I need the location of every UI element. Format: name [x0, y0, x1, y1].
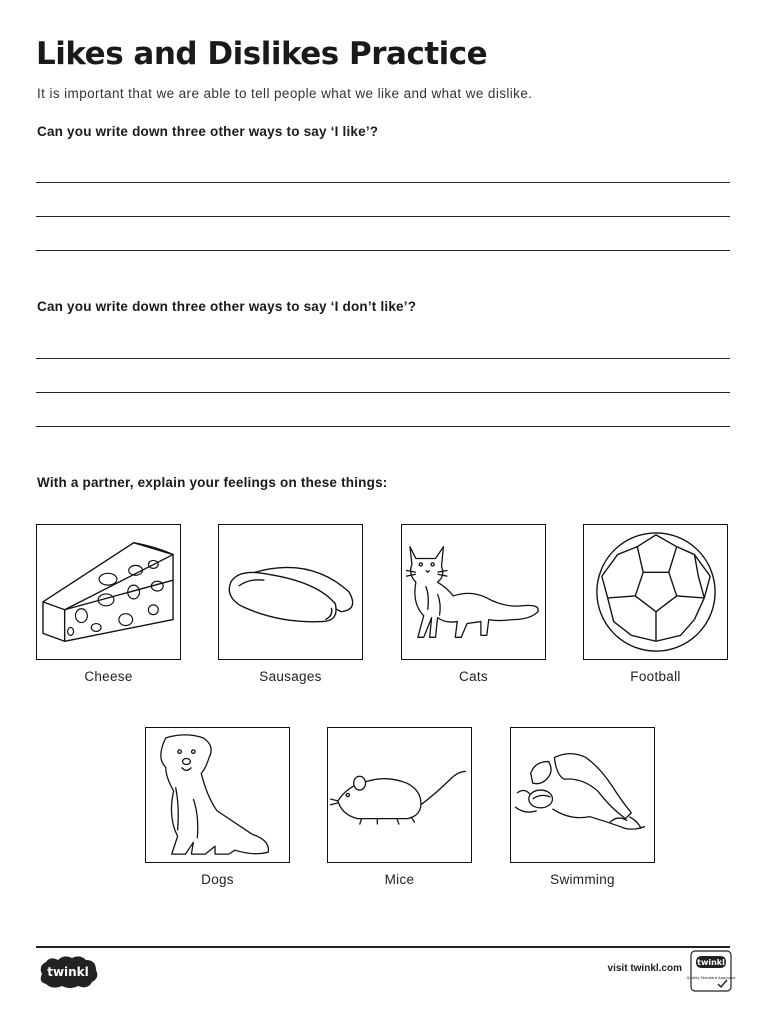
visit-link[interactable]: visit twinkl.com: [607, 963, 682, 974]
dog-icon: [146, 728, 289, 862]
badge-title: twinkl: [697, 958, 725, 967]
card-sausages: [218, 524, 363, 660]
cheese-icon: [37, 525, 180, 659]
answer-line-like-2[interactable]: [36, 216, 730, 217]
quality-badge-icon: [686, 950, 736, 992]
page-title: Likes and Dislikes Practice: [36, 36, 488, 72]
football-icon: [584, 525, 727, 659]
answer-line-dislike-1[interactable]: [36, 358, 730, 359]
answer-line-dislike-3[interactable]: [36, 426, 730, 427]
swimmer-icon: [511, 728, 654, 862]
card-football: [583, 524, 728, 660]
twinkl-logo[interactable]: [36, 954, 100, 990]
card-label-football: Football: [630, 669, 681, 684]
question-partner: With a partner, explain your feelings on these things:: [37, 475, 388, 490]
logo-text: twinkl: [47, 965, 89, 979]
sausages-icon: [219, 525, 362, 659]
card-label-sausages: Sausages: [259, 669, 322, 684]
cat-icon: [402, 525, 545, 659]
card-swimming: [510, 727, 655, 863]
question-like: Can you write down three other ways to say ‘I like’?: [37, 124, 379, 139]
answer-line-dislike-2[interactable]: [36, 392, 730, 393]
answer-line-like-1[interactable]: [36, 182, 730, 183]
question-dislike: Can you write down three other ways to say ‘I don’t like’?: [37, 299, 417, 314]
card-dogs: [145, 727, 290, 863]
card-cats: [401, 524, 546, 660]
card-cheese: [36, 524, 181, 660]
mouse-icon: [328, 728, 471, 862]
card-label-mice: Mice: [384, 872, 415, 887]
footer-divider: [36, 946, 730, 948]
intro-text: It is important that we are able to tell people what we like and what we dislike.: [37, 86, 533, 101]
card-mice: [327, 727, 472, 863]
card-label-swimming: Swimming: [550, 872, 615, 887]
badge-subtext: Quality Standard Approved: [686, 976, 736, 980]
card-label-cheese: Cheese: [84, 669, 133, 684]
answer-line-like-3[interactable]: [36, 250, 730, 251]
card-label-cats: Cats: [459, 669, 488, 684]
card-label-dogs: Dogs: [201, 872, 234, 887]
